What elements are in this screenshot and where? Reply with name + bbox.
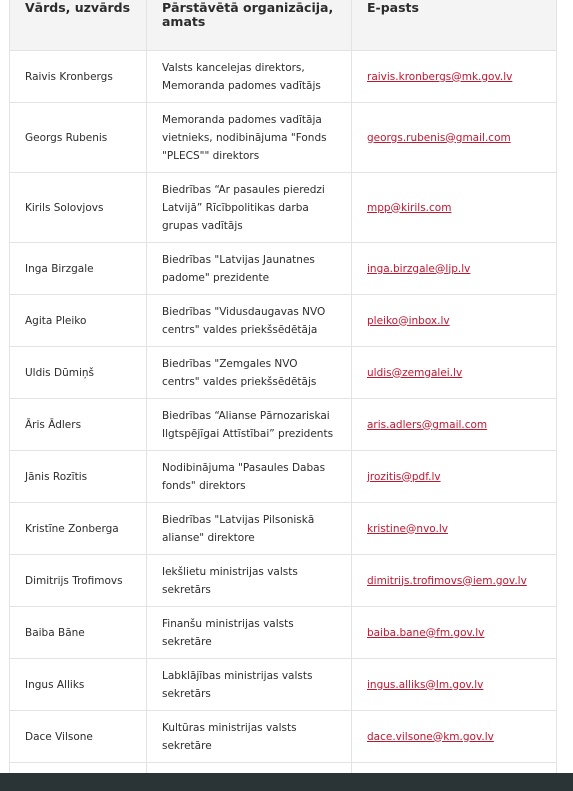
cell-email (352, 607, 557, 659)
email-link[interactable]: ingus.alliks@lm.gov.lv (367, 678, 484, 691)
cell-email (352, 711, 557, 763)
cell-name: Agita Pleiko (10, 295, 147, 347)
email-link[interactable]: baiba.bane@fm.gov.lv (367, 626, 485, 639)
email-link[interactable]: kristine@nvo.lv (367, 522, 449, 535)
cell-role: Finanšu ministrijas valsts sekretāre (147, 607, 352, 659)
cell-name: Dimitrijs Trofimovs (10, 555, 147, 607)
table-row (10, 103, 557, 173)
table-row (10, 399, 557, 451)
cell-email (352, 503, 557, 555)
table-row (10, 451, 557, 503)
cell-name: Kristīne Zonberga (10, 503, 147, 555)
cell-role: Nodibinājuma "Pasaules Dabas fonds" direktors (147, 451, 352, 503)
email-link[interactable]: georgs.rubenis@gmail.com (367, 131, 511, 144)
footer-bar (0, 773, 573, 791)
cell-email (352, 103, 557, 173)
email-link[interactable]: inga.birzgale@ljp.lv (367, 262, 471, 275)
cell-role: Labklājības ministrijas valsts sekretārs (147, 659, 352, 711)
email-link[interactable]: mpp@kirils.com (367, 201, 452, 214)
cell-role: Biedrības “Alianse Pārnozariskai Ilgtspējīgai Attīstībai” prezidents (147, 399, 352, 451)
cell-role: Kultūras ministrijas valsts sekretāre (147, 711, 352, 763)
cell-role: Biedrības "Zemgales NVO centrs" valdes priekšsēdētājs (147, 347, 352, 399)
cell-name: Georgs Rubenis (10, 103, 147, 173)
cell-email (352, 243, 557, 295)
email-link[interactable]: jrozitis@pdf.lv (367, 470, 441, 483)
cell-name: Uldis Dūmiņš (10, 347, 147, 399)
cell-role: Biedrības "Vidusdaugavas NVO centrs" valdes priekšsēdētāja (147, 295, 352, 347)
table-row (10, 51, 557, 103)
email-link[interactable]: aris.adlers@gmail.com (367, 418, 488, 431)
email-link[interactable]: raivis.kronbergs@mk.gov.lv (367, 70, 513, 83)
table-row (10, 243, 557, 295)
members-table (9, 0, 557, 783)
table-body (10, 51, 557, 783)
cell-name: Inga Birzgale (10, 243, 147, 295)
email-link[interactable]: uldis@zemgalei.lv (367, 366, 463, 379)
cell-email (352, 659, 557, 711)
table-row (10, 173, 557, 243)
table-header-row (10, 0, 557, 51)
cell-name: Kirils Solovjovs (10, 173, 147, 243)
table-row (10, 555, 557, 607)
cell-email (352, 555, 557, 607)
table-row (10, 711, 557, 763)
cell-name: Raivis Kronbergs (10, 51, 147, 103)
cell-email (352, 399, 557, 451)
cell-role: Biedrības "Latvijas Jaunatnes padome" prezidente (147, 243, 352, 295)
cell-name: Ingus Alliks (10, 659, 147, 711)
cell-email (352, 347, 557, 399)
table-row (10, 659, 557, 711)
cell-email (352, 173, 557, 243)
cell-role: Iekšlietu ministrijas valsts sekretārs (147, 555, 352, 607)
cell-role: Biedrības "Latvijas Pilsoniskā alianse" direktore (147, 503, 352, 555)
cell-name: Jānis Rozītis (10, 451, 147, 503)
cell-role: Biedrības “Ar pasaules pieredzi Latvijā” Rīcībpolitikas darba grupas vadītājs (147, 173, 352, 243)
cell-role: Valsts kancelejas direktors, Memoranda padomes vadītājs (147, 51, 352, 103)
cell-email (352, 295, 557, 347)
cell-email (352, 51, 557, 103)
table-row (10, 295, 557, 347)
header-organization: Pārstāvētā organizācija, amats (147, 0, 352, 51)
header-email: E-pasts (352, 0, 557, 51)
email-link[interactable]: dimitrijs.trofimovs@iem.gov.lv (367, 574, 527, 587)
cell-email (352, 451, 557, 503)
email-link[interactable]: pleiko@inbox.lv (367, 314, 450, 327)
table-row (10, 347, 557, 399)
cell-name: Dace Vilsone (10, 711, 147, 763)
table-row (10, 607, 557, 659)
email-link[interactable]: dace.vilsone@km.gov.lv (367, 730, 494, 743)
header-name: Vārds, uzvārds (10, 0, 147, 51)
cell-name: Baiba Bāne (10, 607, 147, 659)
cell-role: Memoranda padomes vadītāja vietnieks, nodibinājuma "Fonds "PLECS"" direktors (147, 103, 352, 173)
cell-name: Āris Ādlers (10, 399, 147, 451)
table-row (10, 503, 557, 555)
